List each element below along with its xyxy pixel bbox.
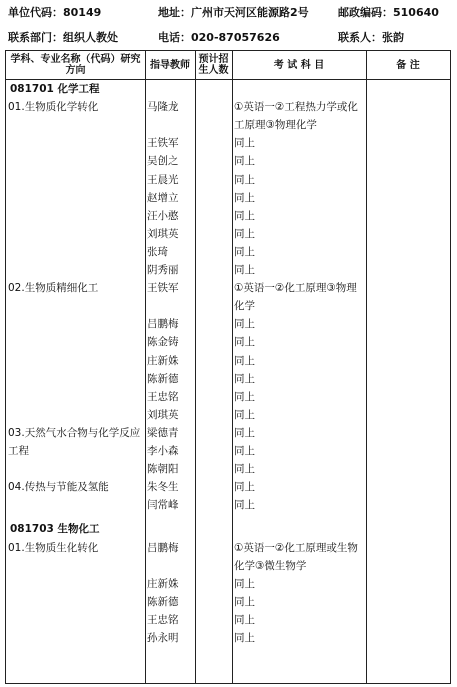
exam-subjects: 同上 <box>234 372 255 385</box>
advisor-name: 闫常峰 <box>147 499 179 512</box>
col-header-subject: 学科、专业名称（代码）研究方向 <box>10 54 141 76</box>
advisor-name: 李小森 <box>147 445 179 457</box>
advisor-name: 吴创之 <box>147 155 179 168</box>
exam-subjects: 同上 <box>234 390 255 403</box>
advisor-name: 马隆龙 <box>147 101 179 114</box>
exam-subjects: 同上 <box>234 595 255 608</box>
col-header-exam: 考 试 科 目 <box>273 60 325 71</box>
research-direction: 04.传热与节能及氢能 <box>8 481 109 494</box>
exam-subjects: ①英语一②工程热力学或化工原理③物理化学 <box>234 101 358 132</box>
advisor-name: 刘琪英 <box>147 227 179 240</box>
advisor-name: 张琦 <box>147 245 168 258</box>
advisor-name: 王忠铭 <box>147 390 179 403</box>
advisor-name: 阴秀丽 <box>147 264 179 276</box>
exam-subjects: 同上 <box>234 336 255 349</box>
advisor-name: 陈新德 <box>147 595 179 608</box>
advisor-name: 庄新姝 <box>147 577 179 590</box>
col-divider <box>145 51 146 683</box>
advisor-name: 朱冬生 <box>147 481 179 494</box>
exam-subjects: 同上 <box>234 155 255 168</box>
col-divider <box>232 51 233 683</box>
col-divider <box>366 51 367 683</box>
advisor-name: 陈朝阳 <box>147 463 179 476</box>
advisor-name: 孙永明 <box>147 632 179 644</box>
research-direction: 02.生物质精细化工 <box>8 282 99 295</box>
advisor-name: 梁德青 <box>147 426 179 439</box>
exam-subjects: 同上 <box>234 209 255 222</box>
major-title: 081703 生物化工 <box>10 523 100 536</box>
col-header-note: 备 注 <box>396 60 420 71</box>
advisor-name: 赵增立 <box>147 191 179 204</box>
postcode: 邮政编码：510640 <box>338 6 439 19</box>
col-divider <box>195 51 196 683</box>
advisor-name: 王晨光 <box>147 173 179 186</box>
advisor-name: 吕鹏梅 <box>147 318 179 331</box>
advisor-name: 王铁军 <box>147 137 179 150</box>
advisor-name: 汪小憨 <box>147 209 179 222</box>
col-header-quota: 预计招生人数 <box>198 54 229 76</box>
exam-subjects: 同上 <box>234 577 255 590</box>
exam-subjects: ①英语一②化工原理③物理化学 <box>234 282 357 313</box>
exam-subjects: 同上 <box>234 445 255 457</box>
exam-subjects: 同上 <box>234 191 255 204</box>
header-line-1 <box>8 4 448 20</box>
exam-subjects: 同上 <box>234 245 255 258</box>
exam-subjects: 同上 <box>234 318 255 331</box>
unit-code: 单位代码：80149 <box>8 6 102 19</box>
exam-subjects: 同上 <box>234 137 255 150</box>
exam-subjects: ①英语一②化工原理或生物化学③微生物学 <box>234 541 358 572</box>
advisor-name: 王铁军 <box>147 282 179 295</box>
exam-subjects: 同上 <box>234 426 255 439</box>
exam-subjects: 同上 <box>234 408 255 421</box>
exam-subjects: 同上 <box>234 499 255 512</box>
exam-subjects: 同上 <box>234 354 255 367</box>
advisor-name: 吕鹏梅 <box>147 541 179 554</box>
research-direction: 03.天然气水合物与化学反应工程 <box>8 426 141 457</box>
col-header-advisor: 指导教师 <box>150 60 190 71</box>
exam-subjects: 同上 <box>234 227 255 240</box>
exam-subjects: 同上 <box>234 613 255 626</box>
exam-subjects: 同上 <box>234 463 255 476</box>
contact-department: 联系部门：组织人教处 <box>8 31 118 44</box>
advisor-name: 陈金铸 <box>147 336 179 349</box>
advisor-name: 王忠铭 <box>147 613 179 626</box>
header-line-2 <box>8 29 448 45</box>
advisor-name: 陈新德 <box>147 372 179 385</box>
exam-subjects: 同上 <box>234 264 255 276</box>
advisor-name: 刘琪英 <box>147 408 179 421</box>
phone: 电话：020-87057626 <box>158 31 280 44</box>
major-title: 081701 化学工程 <box>10 83 100 95</box>
exam-subjects: 同上 <box>234 481 255 494</box>
exam-subjects: 同上 <box>234 173 255 186</box>
contact-person: 联系人：张韵 <box>338 31 404 44</box>
address: 地址：广州市天河区能源路2号 <box>158 6 309 19</box>
exam-subjects: 同上 <box>234 632 255 644</box>
research-direction: 01.生物质化学转化 <box>8 101 99 114</box>
advisor-name: 庄新姝 <box>147 354 179 367</box>
research-direction: 01.生物质生化转化 <box>8 541 99 554</box>
enrollment-table <box>5 50 451 684</box>
